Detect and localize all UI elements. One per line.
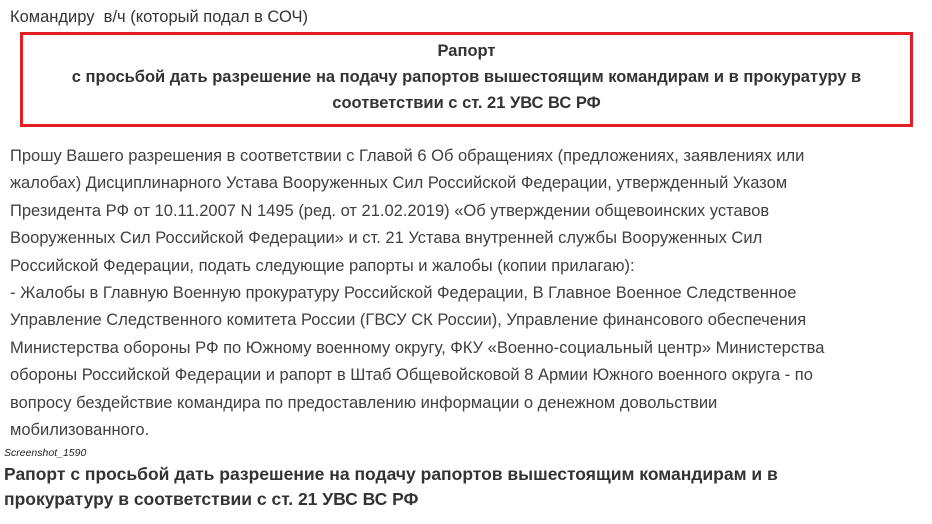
title-line-2: с просьбой дать разрешение на подачу рапортов вышестоящим командирам и в прокуратуру в bbox=[71, 68, 862, 86]
highlighted-title-box bbox=[20, 32, 913, 127]
body-line: Министерства обороны РФ по Южному военному округу, ФКУ «Военно-социальный центр» Министерства bbox=[10, 338, 825, 357]
article-title-line-1: Рапорт с просьбой дать разрешение на подачу рапортов вышестоящим командирам и в bbox=[4, 464, 778, 484]
article-title-line-2: прокуратуру в соответствии с ст. 21 УВС ВС РФ bbox=[4, 489, 419, 509]
body-line: Прошу Вашего разрешения в соответствии с Главой 6 Об обращениях (предложениях, заявлениях или bbox=[10, 147, 805, 165]
body-line: Российской Федерации, подать следующие рапорты и жалобы (копии прилагаю): bbox=[10, 256, 635, 275]
article-title bbox=[4, 462, 778, 512]
body-line: вопросу бездействие командира по предоставлению информации о денежном довольствии bbox=[10, 393, 718, 412]
addressee-line: Командиру в/ч (который подал в СОЧ) bbox=[10, 8, 308, 26]
title-line-3: соответствии с ст. 21 УВС ВС РФ bbox=[332, 94, 601, 112]
screenshot-caption: Screenshot_1590 bbox=[4, 447, 87, 459]
title-line-1: Рапорт bbox=[437, 42, 496, 60]
body-line: мобилизованного. bbox=[10, 421, 150, 440]
body-line: Президента РФ от 10.11.2007 N 1495 (ред. от 21.02.2019) «Об утверждении общевоинских уставов bbox=[10, 201, 770, 220]
body-line: - Жалобы в Главную Военную прокуратуру Российской Федерации, В Главное Военное Следственное bbox=[10, 284, 797, 303]
body-line: Управление Следственного комитета России (ГВСУ СК России), Управление финансового обеспечения bbox=[10, 311, 807, 330]
body-line: обороны Российской Федерации и рапорт в Штаб Общевойсковой 8 Армии Южного военного округа - по bbox=[10, 366, 813, 385]
body-line: Вооруженных Сил Российской Федерации» и ст. 21 Устава внутренней службы Вооруженных Сил bbox=[10, 229, 763, 248]
request-body bbox=[10, 143, 920, 444]
body-line: жалобах) Дисциплинарного Устава Вооруженных Сил Российской Федерации, утвержденный Указом bbox=[10, 174, 788, 193]
